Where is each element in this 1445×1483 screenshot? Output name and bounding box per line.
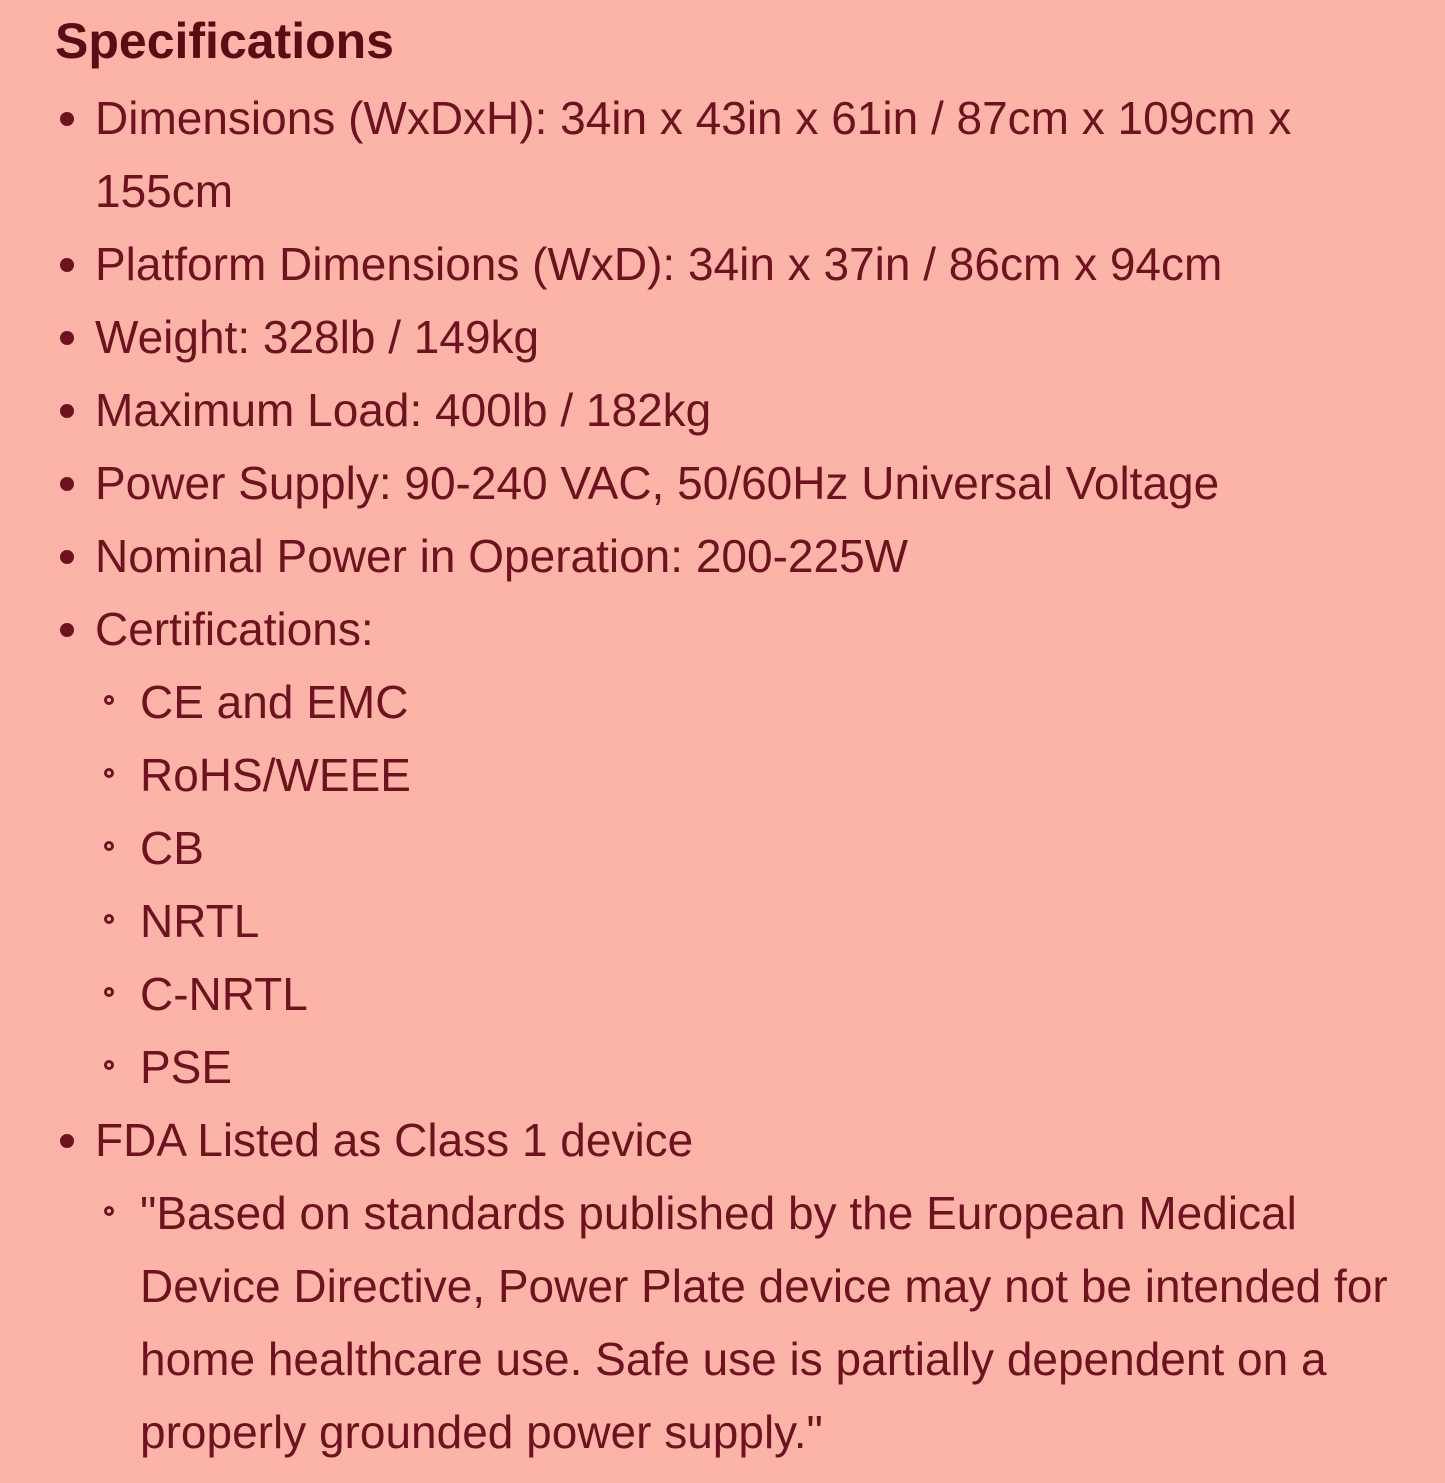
bullet-disc-icon — [60, 477, 74, 491]
spec-item-text: Dimensions (WxDxH): 34in x 43in x 61in / 87cm x 109cm x 155cm — [95, 92, 1292, 217]
cert-item-c-nrtl — [95, 958, 1390, 1031]
cert-item-text: RoHS/WEEE — [140, 749, 411, 801]
spec-item-power-supply — [55, 447, 1390, 520]
bullet-disc-icon — [60, 623, 74, 637]
cert-item-text: NRTL — [140, 895, 260, 947]
spec-item-text: Power Supply: 90-240 VAC, 50/60Hz Universal Voltage — [95, 457, 1220, 509]
spec-item-weight — [55, 301, 1390, 374]
bullet-circle-icon — [104, 987, 114, 997]
spec-item-dimensions — [55, 82, 1390, 228]
bullet-circle-icon — [104, 695, 114, 705]
fda-note-item — [95, 1177, 1390, 1469]
cert-item-pse — [95, 1031, 1390, 1104]
fda-note-text: "Based on standards published by the European Medical Device Directive, Power Plate device may not be intended for home healthcare use. Safe use is partially dependent on a properly grounded power supply." — [140, 1187, 1388, 1458]
spec-item-text: Nominal Power in Operation: 200-225W — [95, 530, 909, 582]
cert-item-ce-emc — [95, 666, 1390, 739]
spec-item-text: Certifications: — [95, 603, 374, 655]
bullet-disc-icon — [60, 404, 74, 418]
cert-item-text: CB — [140, 822, 204, 874]
spec-item-text: Platform Dimensions (WxD): 34in x 37in / 86cm x 94cm — [95, 238, 1223, 290]
cert-item-nrtl — [95, 885, 1390, 958]
page-title: Specifications — [55, 13, 394, 69]
cert-item-text: PSE — [140, 1041, 233, 1093]
bullet-disc-icon — [60, 258, 74, 272]
bullet-circle-icon — [104, 1060, 114, 1070]
cert-item-text: C-NRTL — [140, 968, 308, 1020]
spec-list — [55, 82, 1390, 1469]
spec-item-text: FDA Listed as Class 1 device — [95, 1114, 694, 1166]
spec-item-text: Maximum Load: 400lb / 182kg — [95, 384, 712, 436]
cert-item-rohs-weee — [95, 739, 1390, 812]
bullet-circle-icon — [104, 914, 114, 924]
spec-item-fda-listed — [55, 1104, 1390, 1469]
bullet-disc-icon — [60, 1134, 74, 1148]
bullet-circle-icon — [104, 841, 114, 851]
bullet-circle-icon — [104, 1206, 114, 1216]
fda-note-sublist — [95, 1177, 1390, 1469]
bullet-disc-icon — [60, 331, 74, 345]
bullet-disc-icon — [60, 550, 74, 564]
bullet-circle-icon — [104, 768, 114, 778]
spec-item-text: Weight: 328lb / 149kg — [95, 311, 540, 363]
spec-item-certifications — [55, 593, 1390, 1104]
cert-item-cb — [95, 812, 1390, 885]
spec-item-platform-dimensions — [55, 228, 1390, 301]
bullet-disc-icon — [60, 112, 74, 126]
certifications-sublist — [95, 666, 1390, 1104]
spec-item-nominal-power — [55, 520, 1390, 593]
cert-item-text: CE and EMC — [140, 676, 409, 728]
spec-item-maximum-load — [55, 374, 1390, 447]
